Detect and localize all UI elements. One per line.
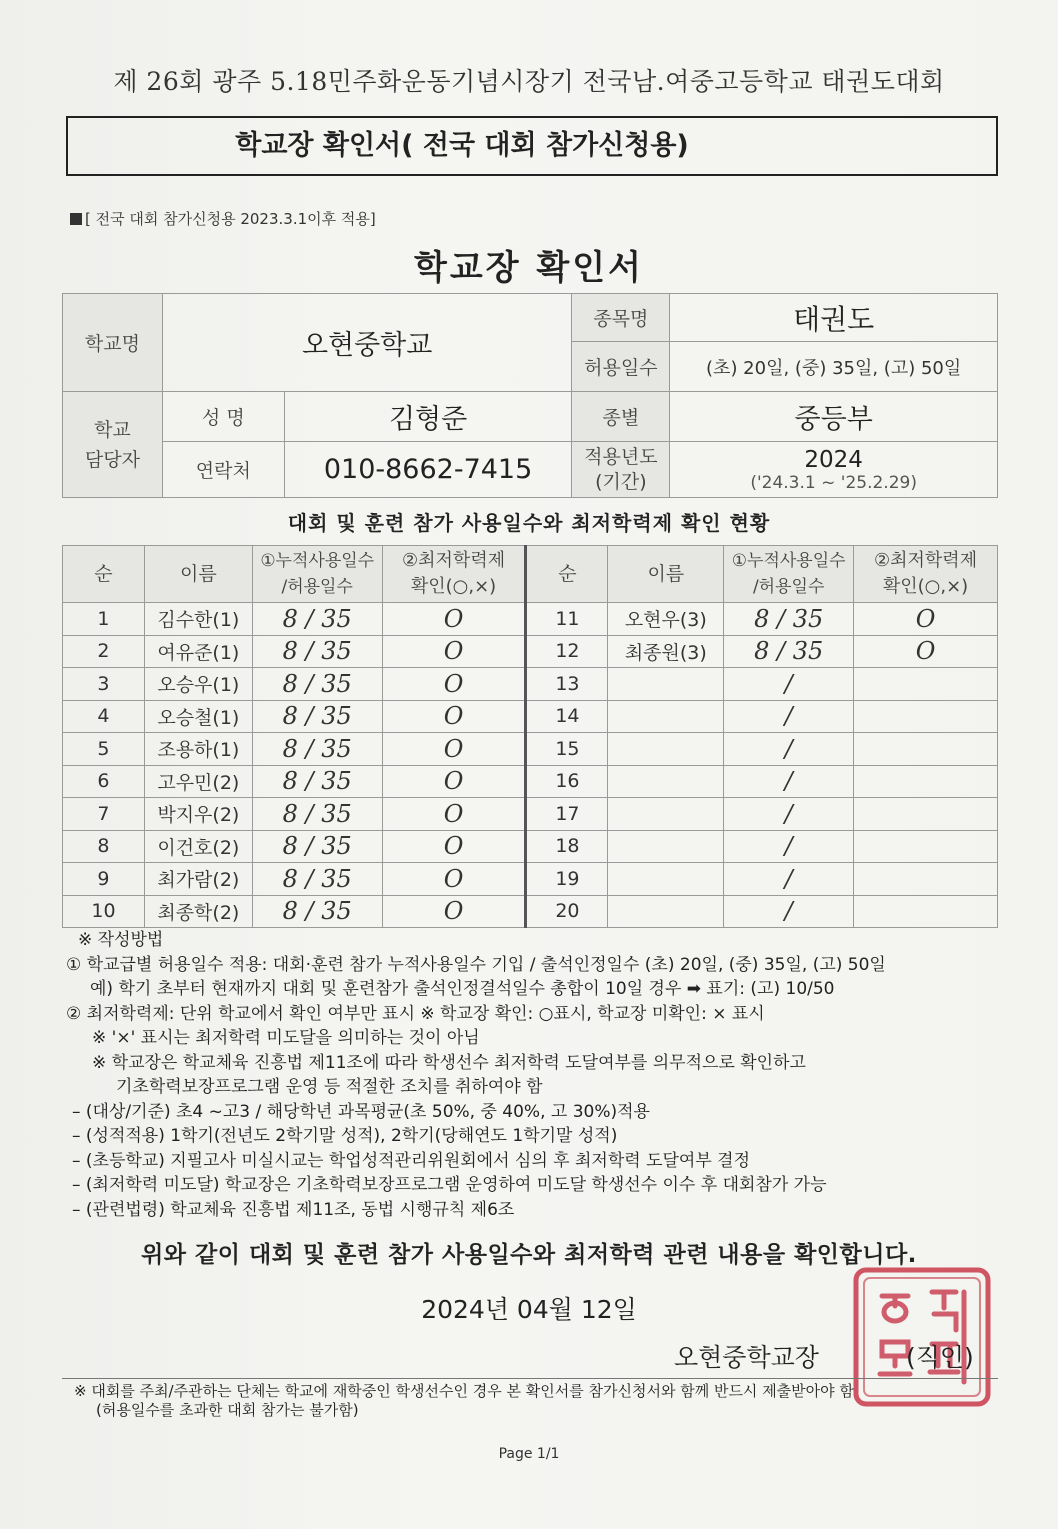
- table-row: [63, 635, 998, 668]
- student-name: 박지우(2): [144, 798, 252, 831]
- table-row: [63, 895, 998, 928]
- usage-days: 8 / 35: [252, 635, 382, 668]
- academic-check: O: [854, 635, 998, 668]
- instruction-line: – (대상/기준) 초4 ~고3 / 해당학년 과목평균(초 50%, 중 40%, 고 30%)적용: [72, 1101, 650, 1122]
- academic-check: [854, 798, 998, 831]
- student-name: 여유준(1): [144, 635, 252, 668]
- contact-person-label: 학교 담당자: [63, 392, 163, 498]
- table-row: [63, 830, 998, 863]
- usage-days: 8 / 35: [252, 798, 382, 831]
- table-row: [63, 603, 998, 636]
- student-name: [608, 798, 724, 831]
- academic-check: [854, 765, 998, 798]
- usage-days: 8 / 35: [252, 830, 382, 863]
- academic-check: O: [382, 863, 526, 896]
- instruction-line: 기초학력보장프로그램 운영 등 적절한 조치를 취하여야 함: [116, 1077, 543, 1097]
- header-no-left: 순: [63, 546, 145, 603]
- roster-table: [62, 545, 998, 928]
- student-name: [608, 765, 724, 798]
- student-name: 최종학(2): [144, 895, 252, 928]
- academic-check: [854, 895, 998, 928]
- school-name-value: 오현중학교: [162, 294, 572, 392]
- row-number: 3: [63, 668, 145, 701]
- usage-days: /: [724, 668, 854, 701]
- row-number: 8: [63, 830, 145, 863]
- usage-days: /: [724, 798, 854, 831]
- academic-check: O: [382, 830, 526, 863]
- row-number: 5: [63, 733, 145, 766]
- instruction-line: ② 최저학력제: 단위 학교에서 확인 여부만 표시 ※ 학교장 확인: ○표시, 학교장 미확인: × 표시: [66, 1003, 765, 1024]
- usage-days: /: [724, 700, 854, 733]
- usage-days: 8 / 35: [252, 733, 382, 766]
- academic-check: O: [382, 668, 526, 701]
- main-title: 학교장 확인서: [414, 248, 644, 288]
- header-name-right: 이름: [608, 546, 724, 603]
- instructions: [62, 928, 998, 1222]
- academic-check: [854, 830, 998, 863]
- student-name: 이건호(2): [144, 830, 252, 863]
- instruction-line: – (성적적용) 1학기(전년도 2학기말 성적), 2학기(당해연도 1학기말 성적): [72, 1126, 618, 1146]
- row-number: 13: [526, 668, 608, 701]
- table-row: [63, 700, 998, 733]
- student-name: 오승철(1): [144, 700, 252, 733]
- usage-days: /: [724, 733, 854, 766]
- confirmation-statement: 위와 같이 대회 및 훈련 참가 사용일수와 최저학력 관련 내용을 확인합니다.: [141, 1242, 917, 1268]
- table-row: [63, 765, 998, 798]
- student-name: 최가람(2): [144, 863, 252, 896]
- event-name-label: 종목명: [572, 294, 670, 342]
- row-number: 6: [63, 765, 145, 798]
- principal-name: 오현중학교장: [674, 1343, 819, 1372]
- row-number: 19: [526, 863, 608, 896]
- student-name: 최종원(3): [608, 635, 724, 668]
- phone-label: 연락처: [162, 442, 284, 498]
- table-row: [63, 668, 998, 701]
- year-label: 적용년도 (기간): [572, 442, 670, 498]
- footer-note: [74, 1382, 854, 1420]
- row-number: 15: [526, 733, 608, 766]
- year-cell: [670, 442, 998, 498]
- instruction-line: ※ 학교장은 학교체육 진흥법 제11조에 따라 학생선수 최저학력 도달여부를 의무적으로 확인하고: [92, 1052, 806, 1073]
- header-days-left: ①누적사용일수 /허용일수: [252, 546, 382, 603]
- divider: [62, 1378, 998, 1379]
- year-value: 2024: [804, 446, 863, 473]
- usage-days: 8 / 35: [252, 765, 382, 798]
- usage-days: /: [724, 765, 854, 798]
- header-check-left: ②최저학력제 확인(○,×): [382, 546, 526, 603]
- allowed-days-label: 허용일수: [572, 342, 670, 392]
- student-name: [608, 668, 724, 701]
- student-name: [608, 830, 724, 863]
- usage-days: 8 / 35: [252, 863, 382, 896]
- usage-days: /: [724, 863, 854, 896]
- academic-check: O: [382, 798, 526, 831]
- name-value: 김형준: [284, 392, 572, 442]
- student-name: 오승우(1): [144, 668, 252, 701]
- school-info-table: [62, 293, 998, 498]
- row-number: 20: [526, 895, 608, 928]
- instructions-title: ※ 작성방법: [78, 930, 164, 950]
- confirmation-date: 2024년 04월 12일: [421, 1295, 637, 1324]
- instruction-line: ① 학교급별 허용일수 적용: 대회·훈련 참가 누적사용일수 기입 / 출석인정일수 (초) 20일, (중) 35일, (고) 50일: [66, 954, 886, 975]
- header-name-left: 이름: [144, 546, 252, 603]
- row-number: 12: [526, 635, 608, 668]
- usage-days: 8 / 35: [252, 700, 382, 733]
- academic-check: O: [382, 895, 526, 928]
- academic-check: [854, 700, 998, 733]
- header-days-right: ①누적사용일수 /허용일수: [724, 546, 854, 603]
- usage-days: /: [724, 895, 854, 928]
- academic-check: [854, 733, 998, 766]
- official-seal-icon: [848, 1262, 996, 1412]
- row-number: 2: [63, 635, 145, 668]
- academic-check: [854, 668, 998, 701]
- square-bullet-icon: [70, 213, 82, 225]
- instruction-line: – (초등학교) 지필고사 미실시교는 학업성적관리위원회에서 심의 후 최저학력 도달여부 결정: [72, 1150, 751, 1171]
- usage-days: /: [724, 830, 854, 863]
- student-name: [608, 863, 724, 896]
- academic-check: [854, 863, 998, 896]
- student-name: 고우민(2): [144, 765, 252, 798]
- allowed-days-value: (초) 20일, (중) 35일, (고) 50일: [670, 342, 998, 392]
- footer-note-line: ※ 대회를 주최/주관하는 단체는 학교에 재학중인 학생선수인 경우 본 확인서를 참가신청서와 함께 반드시 제출받아야 함: [74, 1382, 854, 1400]
- table-row: [63, 863, 998, 896]
- header-check-right: ②최저학력제 확인(○,×): [854, 546, 998, 603]
- applicability-note-text: [ 전국 대회 참가신청용 2023.3.1이후 적용]: [85, 210, 376, 228]
- academic-check: O: [382, 700, 526, 733]
- row-number: 1: [63, 603, 145, 636]
- instruction-line: 예) 학기 초부터 현재까지 대회 및 훈련참가 출석인정결석일수 총합이 10일 경우 ➡ 표기: (고) 10/50: [90, 979, 835, 999]
- student-name: 김수한(1): [144, 603, 252, 636]
- instruction-line: – (최저학력 미도달) 학교장은 기초학력보장프로그램 운영하여 미도달 학생선수 이수 후 대회참가 가능: [72, 1175, 827, 1195]
- seal-note: (직인): [906, 1343, 974, 1372]
- period-value: ('24.3.1 ~ '25.2.29): [750, 472, 917, 493]
- roster-section-title: 대회 및 훈련 참가 사용일수와 최저학력제 확인 현황: [287, 511, 771, 535]
- event-title: 제 26회 광주 5.18민주화운동기념시장기 전국남.여중고등학교 태권도대회: [113, 67, 945, 96]
- applicability-note: [70, 208, 376, 229]
- row-number: 14: [526, 700, 608, 733]
- row-number: 10: [63, 895, 145, 928]
- academic-check: O: [382, 733, 526, 766]
- student-name: [608, 895, 724, 928]
- event-name-value: 태권도: [670, 294, 998, 342]
- student-name: 조용하(1): [144, 733, 252, 766]
- usage-days: 8 / 35: [252, 668, 382, 701]
- usage-days: 8 / 35: [724, 635, 854, 668]
- table-row: [63, 733, 998, 766]
- usage-days: 8 / 35: [252, 895, 382, 928]
- row-number: 4: [63, 700, 145, 733]
- school-name-label: 학교명: [63, 294, 163, 392]
- name-label: 성 명: [162, 392, 284, 442]
- instruction-line: ※ '×' 표시는 최저학력 미도달을 의미하는 것이 아님: [92, 1028, 480, 1048]
- row-number: 7: [63, 798, 145, 831]
- footer-note-line: (허용일수를 초과한 대회 참가는 불가함): [96, 1401, 359, 1419]
- row-number: 11: [526, 603, 608, 636]
- row-number: 17: [526, 798, 608, 831]
- student-name: 오현우(3): [608, 603, 724, 636]
- academic-check: O: [382, 635, 526, 668]
- page-number: Page 1/1: [498, 1446, 560, 1462]
- student-name: [608, 700, 724, 733]
- usage-days: 8 / 35: [252, 603, 382, 636]
- row-number: 9: [63, 863, 145, 896]
- title-box: [66, 116, 998, 176]
- division-value: 중등부: [670, 392, 998, 442]
- instruction-line: – (관련법령) 학교체육 진흥법 제11조, 동법 시행규칙 제6조: [72, 1199, 515, 1220]
- division-label: 종별: [572, 392, 670, 442]
- table-row: [63, 798, 998, 831]
- student-name: [608, 733, 724, 766]
- academic-check: O: [382, 765, 526, 798]
- academic-check: O: [854, 603, 998, 636]
- box-title: 학교장 확인서( 전국 대회 참가신청용): [235, 130, 689, 161]
- row-number: 18: [526, 830, 608, 863]
- row-number: 16: [526, 765, 608, 798]
- roster-body: [63, 603, 998, 928]
- phone-value: 010-8662-7415: [284, 442, 572, 498]
- header-no-right: 순: [526, 546, 608, 603]
- academic-check: O: [382, 603, 526, 636]
- usage-days: 8 / 35: [724, 603, 854, 636]
